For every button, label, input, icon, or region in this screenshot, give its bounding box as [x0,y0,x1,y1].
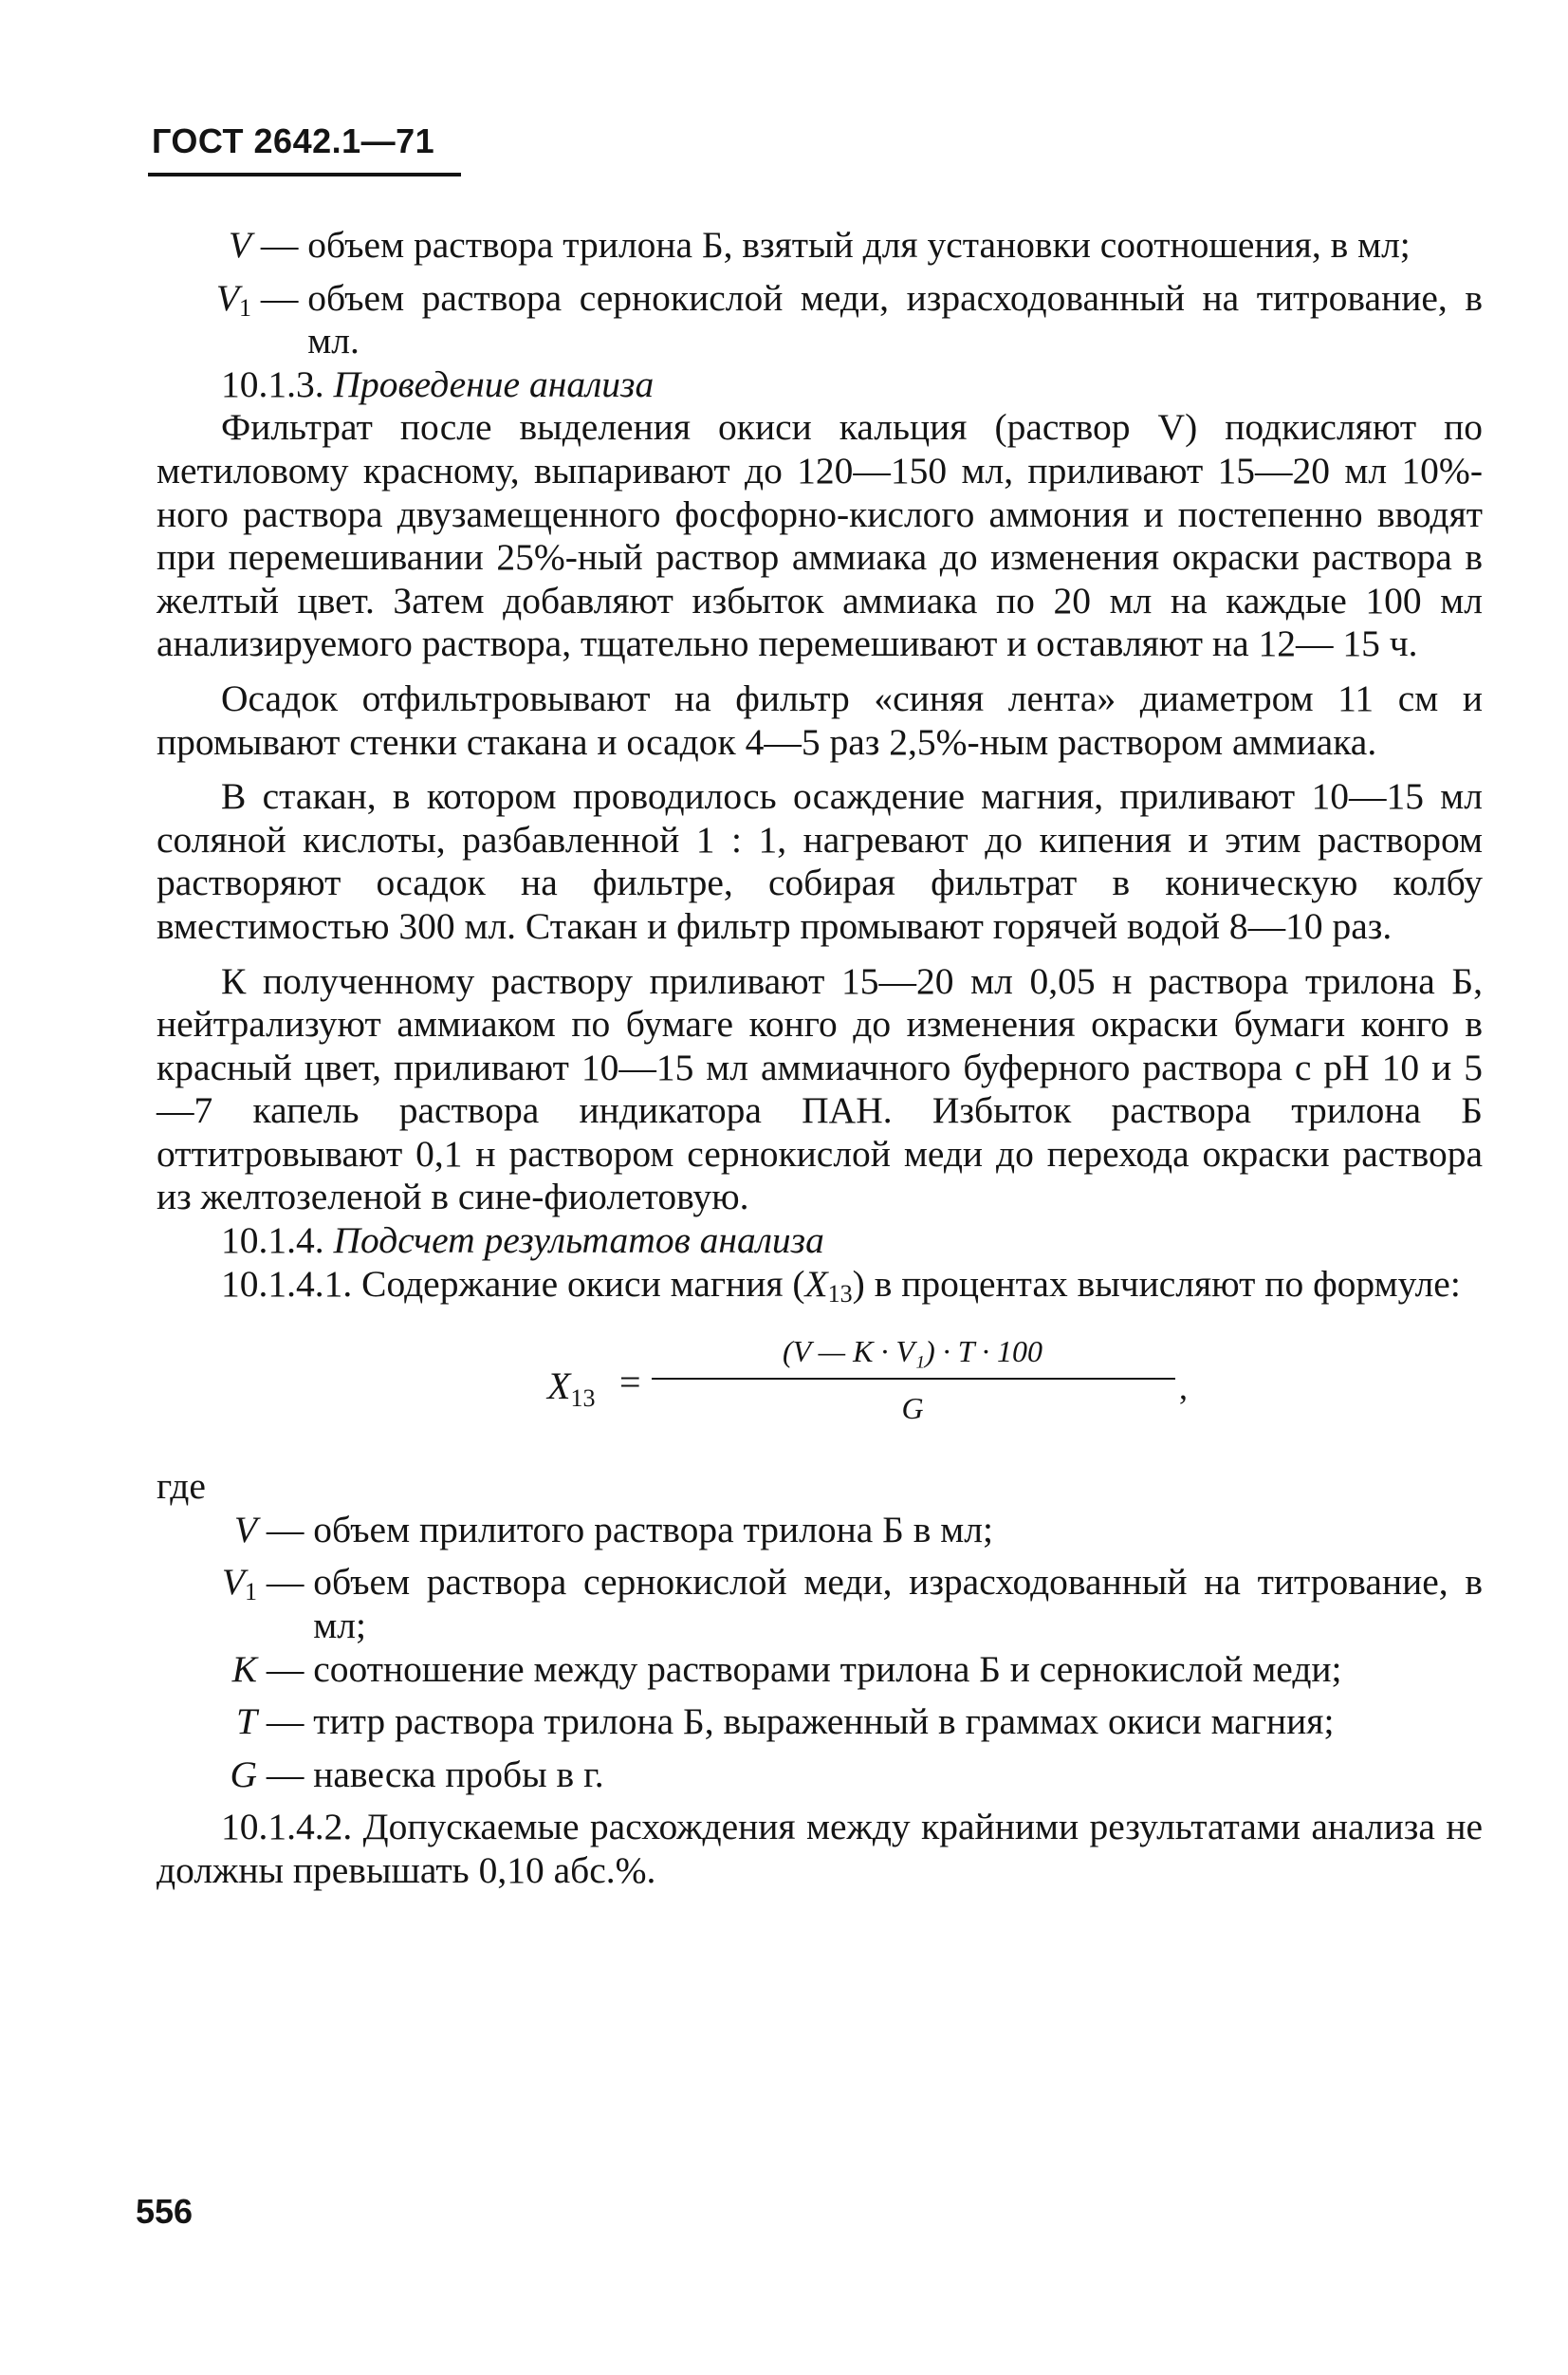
definition-item: G — навеска пробы в г. [157,1753,1483,1807]
definition-text: объем раствора трилона Б, взятый для установки соотношения, в мл; [307,224,1411,266]
definition-item: V — объем прилитого раствора трилона Б в мл; [157,1509,1483,1562]
definition-text: соотношение между растворами трилона Б и сернокислой меди; [313,1647,1342,1690]
definition-text: объем раствора сернокислой меди, израсходованный на титрование, в мл. [307,276,1483,362]
definition-item: $V_1$ — объем раствора сернокислой меди, израсходованный на титрование, в мл. [157,277,1483,363]
formula-comma: , [1179,1368,1188,1407]
definition-item: $V_1$ — объем раствора сернокислой меди, израсходованный на титрование, в мл; [157,1561,1483,1647]
paragraph: Фильтрат после выделения окиси кальция (раствор V) подкисляют по метиловому красному, выпаривают до 120—150 мл, приливают 15—20 мл 10%-ного раствора двузамещенного фосфорно-кислого аммония и постепенно вводят при перемешивании 25%-ный раствор аммиака до изменения окраски раствора в желтый цвет. Затем добавляют избыток аммиака по 20 мл на каждые 100 мл анализируемого раствора, тщательно перемешивают и оставляют на 12— 15 ч. [157,406,1483,665]
definition-item: K — соотношение между растворами трилона Б и сернокислой меди; [157,1648,1483,1701]
formula-denominator: G [901,1391,924,1426]
symbol: T [236,1700,257,1743]
definition-text: титр раствора трилона Б, выраженный в граммах окиси магния; [313,1700,1335,1743]
header-underline [148,173,461,176]
definition-item: T — титр раствора трилона Б, выраженный в граммах окиси магния; [157,1700,1483,1753]
where-label: где [157,1465,206,1508]
formula-lhs: $X_{13}$ [547,1364,596,1413]
paragraph: В стакан, в котором проводилось осаждение магния, приливают 10—15 мл соляной кислоты, разбавленной 1 : 1, нагревают до кипения и этим раствором растворяют осадок на фильтре, собирая фильтрат в коническую колбу вместимостью 300 мл. Стакан и фильтр промывают горячей водой 8—10 раз. [157,775,1483,947]
definition-item: V — объем раствора трилона Б, взятый для установки соотношения, в мл; [157,224,1483,277]
formula-equals: = [619,1361,641,1404]
document-body [157,224,1483,1893]
symbol: V [228,224,251,266]
section-heading-10-1-4: 10.1.4. Подсчет результатов анализа [221,1219,824,1262]
definition-text: объем раствора сернокислой меди, израсходованный на титрование, в мл; [313,1561,1483,1647]
definition-text: объем прилитого раствора трилона Б в мл; [313,1508,993,1550]
symbol: V [233,1508,257,1550]
definitions-bottom [157,1509,1483,1807]
symbol: K [231,1647,257,1690]
section-heading-10-1-3: 10.1.3. Проведение анализа [221,362,655,405]
page-number: 556 [136,2192,194,2231]
formula-numerator: (V — K · V₁) · T · 100 [783,1334,1042,1369]
paragraph-10-1-4-2: 10.1.4.2. Допускаемые расхождения между крайними результатами анализа не должны превышать 0,10 абс.%. [157,1806,1483,1891]
symbol: $V_1$ [215,276,251,322]
paragraph: Осадок отфильтровывают на фильтр «синяя лента» диаметром 11 см и промывают стенки стакана и осадок 4—5 раз 2,5%-ным раствором аммиака. [157,677,1483,763]
symbol: G [230,1753,257,1795]
paragraph-10-1-4-1: 10.1.4.1. Содержание окиси магния (X13) в процентах вычисляют по формуле: [221,1262,1461,1308]
document-header: ГОСТ 2642.1—71 [152,121,435,160]
fraction-line [652,1378,1175,1380]
formula-x13 [157,1325,1483,1457]
symbol: $V_1$ [221,1561,257,1606]
paragraph: К полученному раствору приливают 15—20 мл 0,05 н раствора трилона Б, нейтрализуют аммиаком по бумаге конго до изменения окраски бумаги конго в красный цвет, приливают 10—15 мл аммиачного буферного раствора с pH 10 и 5—7 капель раствора индикатора ПАН. Избыток раствора трилона Б оттитровывают 0,1 н раствором сернокислой меди до перехода окраски раствора из желтозеленой в сине-фиолетовую. [157,959,1483,1218]
definition-text: навеска пробы в г. [313,1753,604,1795]
definitions-top [157,224,1483,363]
